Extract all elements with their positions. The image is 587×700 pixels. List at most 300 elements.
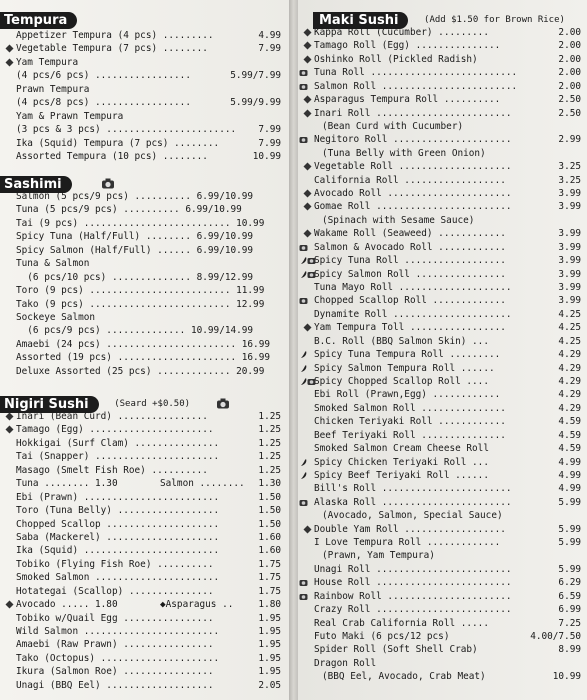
raw-fish-icon xyxy=(299,592,308,601)
item-name: Deluxe Assorted (25 pcs) ............. 20.99 xyxy=(16,365,265,377)
item-name: Smoked Salmon Roll ............... xyxy=(314,402,506,414)
item-name: (4 pcs/6 pcs) ................. xyxy=(16,70,191,82)
vegetarian-diamond-icon xyxy=(303,189,312,198)
item-name: I Love Tempura Roll ............. xyxy=(314,537,501,549)
item-price: 2.00 xyxy=(558,27,581,38)
item-name: Crazy Roll ........................ xyxy=(314,604,512,616)
item-name: (Tuna Belly with Green Onion) xyxy=(322,147,486,159)
item-price: 4.59 xyxy=(558,429,581,441)
item-name: Kappa Roll (Cucumber) ......... xyxy=(314,27,489,38)
item-price: 10.99 xyxy=(552,671,581,683)
menu-item xyxy=(298,93,587,106)
cam-icon-group xyxy=(298,294,314,307)
item-price: 2.00 xyxy=(558,53,581,65)
no-icon xyxy=(0,518,16,531)
item-name: Amaebi (24 pcs) ....................... 16.99 xyxy=(16,338,270,350)
menu-item xyxy=(298,200,587,213)
item-price: 4.29 xyxy=(558,362,581,374)
menu-item xyxy=(0,244,289,257)
menu-item xyxy=(298,160,587,173)
no-icon xyxy=(298,415,314,428)
no-icon xyxy=(298,429,314,442)
menu-item xyxy=(0,150,289,163)
menu-item xyxy=(0,518,289,531)
item-price: 7.99 xyxy=(258,43,281,55)
diamond-icon-group xyxy=(0,42,16,55)
sashimi-section xyxy=(0,173,289,378)
no-icon xyxy=(0,464,16,477)
item-name: Spicy Tuna Roll .................. xyxy=(314,255,506,267)
item-price: 5.99 xyxy=(558,523,581,535)
item-name: (Avocado, Salmon, Special Sauce) xyxy=(322,510,503,522)
no-icon xyxy=(0,437,16,450)
no-icon xyxy=(0,83,16,96)
menu-item xyxy=(298,335,587,348)
menu-item xyxy=(0,324,289,337)
item-name: Hokkigai (Surf Clam) ............... xyxy=(16,437,220,449)
menu-item xyxy=(298,294,587,307)
item-price: 4.99 xyxy=(558,483,581,495)
vegetarian-diamond-icon xyxy=(303,109,312,118)
cam-icon-group xyxy=(298,590,314,603)
no-icon xyxy=(0,638,16,651)
camera-icon xyxy=(101,178,115,189)
menu-item xyxy=(298,308,587,321)
menu-item xyxy=(298,147,587,160)
no-icon xyxy=(298,563,314,576)
menu-item xyxy=(298,268,587,281)
item-name: Assorted Tempura (10 pcs) ........ xyxy=(16,150,208,162)
item-name: Tamago (Egg) ...................... xyxy=(16,424,214,436)
menu-item xyxy=(298,456,587,469)
item-name: Tai (Snapper) ...................... xyxy=(16,451,220,463)
item-price: 2.50 xyxy=(558,107,581,119)
diamond-icon-group xyxy=(298,160,314,173)
item-name: (BBQ Eel, Avocado, Crab Meat) xyxy=(322,671,486,683)
item-price: 1.95 xyxy=(258,626,281,637)
item-price: 1.95 xyxy=(258,652,281,664)
menu-item xyxy=(298,482,587,495)
menu-item xyxy=(0,42,289,55)
menu-item xyxy=(0,284,289,297)
item-price: 1.25 xyxy=(258,424,281,436)
no-icon xyxy=(298,174,314,187)
menu-item xyxy=(0,29,289,42)
menu-item xyxy=(0,311,289,324)
item-name: Alaska Roll ....................... xyxy=(314,496,512,508)
menu-item xyxy=(0,585,289,598)
item-price: 8.99 xyxy=(558,644,581,656)
no-icon xyxy=(0,625,16,638)
menu-item xyxy=(298,26,587,39)
item-name: Chicken Teriyaki Roll ............ xyxy=(314,416,506,428)
item-price: 1.25 xyxy=(258,437,281,449)
menu-item xyxy=(0,531,289,544)
cam-icon-group xyxy=(298,80,314,93)
menu-item xyxy=(298,227,587,240)
menu-item xyxy=(0,96,289,109)
item-name: Spicy Beef Teriyaki Roll ...... xyxy=(314,469,489,481)
item-name: Yam Tempura Toll ................. xyxy=(314,322,506,334)
item-price: 4.25 xyxy=(558,322,581,334)
item-price: 3.99 xyxy=(558,255,581,267)
nigiri-section xyxy=(0,393,289,692)
item-name: Avocado ..... 1.80 xyxy=(16,599,118,611)
menu-item xyxy=(0,56,289,69)
menu-item xyxy=(298,670,587,683)
item-name: (3 pcs & 3 pcs) ....................... xyxy=(16,124,237,136)
item-name: Tobiko (Flying Fish Roe) .......... xyxy=(16,558,214,570)
item-name-secondary: ◆Asparagus .. xyxy=(160,599,234,611)
item-name: (Bean Curd with Cucumber) xyxy=(322,120,464,132)
raw-fish-icon xyxy=(299,68,308,77)
diamond-icon-group xyxy=(298,107,314,120)
menu-item xyxy=(298,321,587,334)
menu-item xyxy=(0,665,289,678)
item-price: 3.99 xyxy=(558,268,581,280)
menu-item xyxy=(298,174,587,187)
menu-item xyxy=(0,625,289,638)
item-name: Tamago Roll (Egg) ............... xyxy=(314,40,501,52)
menu-item xyxy=(298,603,587,616)
no-icon xyxy=(298,335,314,348)
menu-item xyxy=(298,402,587,415)
item-name: (4 pcs/8 pcs) ................. xyxy=(16,97,191,109)
diamond-icon-group xyxy=(298,93,314,106)
item-price: 7.25 xyxy=(558,617,581,629)
item-name: Wild Salmon ........................ xyxy=(16,626,220,637)
no-icon xyxy=(0,652,16,665)
vegetarian-diamond-icon xyxy=(303,41,312,50)
item-name: (6 pcs/9 pcs) .............. 10.99/14.99 xyxy=(16,325,254,337)
no-icon xyxy=(298,603,314,616)
cam-icon-group xyxy=(298,133,314,146)
vegetarian-diamond-icon xyxy=(303,202,312,211)
no-icon xyxy=(0,137,16,150)
item-price: 4.29 xyxy=(558,375,581,387)
item-name: Hotategai (Scallop) ............... xyxy=(16,585,214,597)
item-price: 2.50 xyxy=(558,94,581,106)
chili-icon-group xyxy=(298,456,314,469)
item-name: B.C. Roll (BBQ Salmon Skin) ... xyxy=(314,335,489,347)
item-price: 5.99/7.99 xyxy=(230,70,281,82)
item-price: 7.99 xyxy=(258,137,281,149)
item-name: Unagi Roll ........................ xyxy=(314,563,512,575)
no-icon xyxy=(298,482,314,495)
diamond-icon-group xyxy=(0,56,16,69)
item-price: 1.95 xyxy=(258,639,281,651)
sashimi-list xyxy=(0,190,289,378)
item-name: Tuna Roll .......................... xyxy=(314,67,518,79)
menu-item xyxy=(0,203,289,216)
menu-item xyxy=(298,133,587,146)
diamond-icon-group xyxy=(298,200,314,213)
menu-item xyxy=(298,66,587,79)
menu-item xyxy=(298,241,587,254)
no-icon xyxy=(0,665,16,678)
menu-item xyxy=(298,214,587,227)
item-name: Spicy Chicken Teriyaki Roll ... xyxy=(314,456,489,468)
item-name: Salmon & Avocado Roll ............ xyxy=(314,241,506,253)
item-name: Tako (9 pcs) ......................... 12.99 xyxy=(16,298,265,310)
menu-item xyxy=(298,549,587,562)
menu-item xyxy=(298,120,587,133)
raw-fish-icon xyxy=(299,498,308,507)
cam-icon-group xyxy=(298,66,314,79)
menu-item xyxy=(0,83,289,96)
tempura-list xyxy=(0,29,289,163)
spicy-chili-icon xyxy=(299,364,308,373)
item-name: Ebi (Prawn) ........................ xyxy=(16,491,220,503)
spicy-chili-icon xyxy=(299,458,308,467)
item-name: Gomae Roll ........................ xyxy=(314,201,512,213)
no-icon xyxy=(298,617,314,630)
item-price: 6.29 xyxy=(558,577,581,589)
item-name: Spicy Tuna (Half/Full) ........ 6.99/10.99 xyxy=(16,231,254,243)
item-name: (Spinach with Sesame Sauce) xyxy=(322,214,475,226)
item-price: 3.99 xyxy=(558,282,581,294)
menu-item xyxy=(0,423,289,436)
menu-item xyxy=(0,230,289,243)
no-icon xyxy=(0,544,16,557)
item-name: Salmon (5 pcs/9 pcs) .......... 6.99/10.99 xyxy=(16,191,254,202)
item-price: 1.30 xyxy=(258,478,281,490)
cam-icon-group xyxy=(298,241,314,254)
no-icon xyxy=(298,308,314,321)
item-name: Bill's Roll ....................... xyxy=(314,483,512,495)
maki-list xyxy=(298,26,587,684)
item-name: Spicy Chopped Scallop Roll .... xyxy=(314,375,489,387)
no-icon xyxy=(0,69,16,82)
no-icon xyxy=(0,531,16,544)
no-icon xyxy=(0,504,16,517)
item-name: Unagi (BBQ Eel) ................... xyxy=(16,679,214,691)
item-price: 5.99 xyxy=(558,563,581,575)
raw-fish-icon xyxy=(299,296,308,305)
menu-item xyxy=(0,571,289,584)
menu-item xyxy=(0,190,289,203)
item-price: 2.00 xyxy=(558,80,581,92)
maki-note: (Add $1.50 for Brown Rice) xyxy=(424,14,565,25)
item-name: Tako (Octopus) ..................... xyxy=(16,652,220,664)
menu-item xyxy=(298,536,587,549)
menu-item xyxy=(298,563,587,576)
item-price: 4.99 xyxy=(558,469,581,481)
no-icon xyxy=(0,96,16,109)
vegetarian-diamond-icon xyxy=(5,44,14,53)
spicy-chili-icon xyxy=(299,350,308,359)
no-icon xyxy=(298,657,314,670)
no-icon xyxy=(0,491,16,504)
camera-icon xyxy=(216,398,230,409)
menu-item xyxy=(298,254,587,267)
item-price: 1.60 xyxy=(258,545,281,557)
vegetarian-diamond-icon xyxy=(303,323,312,332)
chili-cam-icon-group xyxy=(298,375,314,388)
item-price: 1.75 xyxy=(258,585,281,597)
no-icon xyxy=(298,536,314,549)
item-price: 4.00/7.50 xyxy=(530,630,581,642)
maki-header: Maki Sushi xyxy=(313,12,408,29)
menu-item xyxy=(0,679,289,692)
page-gutter xyxy=(289,0,298,700)
no-icon xyxy=(298,214,314,227)
vegetarian-diamond-icon xyxy=(303,525,312,534)
item-price: 1.60 xyxy=(258,531,281,543)
item-price: 1.95 xyxy=(258,612,281,624)
item-name: Sockeye Salmon xyxy=(16,311,96,323)
item-name: Negitoro Roll ..................... xyxy=(314,134,512,146)
menu-item xyxy=(298,388,587,401)
item-price: 3.99 xyxy=(558,201,581,213)
no-icon xyxy=(0,123,16,136)
no-icon xyxy=(0,571,16,584)
menu-item xyxy=(0,464,289,477)
item-name: Chopped Scallop Roll ............. xyxy=(314,295,506,307)
item-name: Beef Teriyaki Roll ............... xyxy=(314,429,506,441)
raw-fish-icon xyxy=(299,82,308,91)
item-name: Appetizer Tempura (4 pcs) ......... xyxy=(16,30,214,41)
vegetarian-diamond-icon xyxy=(303,28,312,37)
item-price: 2.00 xyxy=(558,40,581,52)
raw-fish-icon xyxy=(299,135,308,144)
no-icon xyxy=(298,402,314,415)
menu-item xyxy=(0,544,289,557)
no-icon xyxy=(298,281,314,294)
cam-icon-group xyxy=(298,496,314,509)
diamond-icon-group xyxy=(298,26,314,39)
vegetarian-diamond-icon xyxy=(303,95,312,104)
item-price: 1.25 xyxy=(258,464,281,476)
item-name: Vegetable Roll .................... xyxy=(314,161,512,173)
maki-section xyxy=(298,9,587,684)
vegetarian-diamond-icon xyxy=(303,55,312,64)
menu-item xyxy=(0,612,289,625)
item-price: 3.99 xyxy=(558,241,581,253)
no-icon xyxy=(298,509,314,522)
no-icon xyxy=(0,585,16,598)
item-price: 7.99 xyxy=(258,124,281,136)
menu-item xyxy=(0,437,289,450)
item-name: Tuna ........ 1.30 xyxy=(16,478,118,490)
vegetarian-diamond-icon xyxy=(5,412,14,421)
item-name: Rainbow Roll ...................... xyxy=(314,590,512,602)
item-name: Yam & Prawn Tempura xyxy=(16,110,124,122)
menu-item xyxy=(298,375,587,388)
diamond-icon-group xyxy=(298,523,314,536)
menu-item xyxy=(0,257,289,270)
item-name: Chopped Scallop .................... xyxy=(16,518,220,530)
item-name: Spicy Salmon (Half/Full) ...... 6.99/10.99 xyxy=(16,244,254,256)
item-price: 10.99 xyxy=(252,150,281,162)
no-icon xyxy=(298,147,314,160)
item-name: Ika (Squid) ........................ xyxy=(16,545,220,557)
item-name: Prawn Tempura xyxy=(16,83,90,95)
item-price: 4.99 xyxy=(558,456,581,468)
nigiri-list xyxy=(0,410,289,692)
item-name: Yam Tempura xyxy=(16,56,79,68)
item-price: 3.25 xyxy=(558,174,581,186)
nigiri-note: (Seard +$0.50) xyxy=(114,398,191,409)
item-name: Saba (Mackerel) .................... xyxy=(16,531,220,543)
item-price: 4.25 xyxy=(558,308,581,320)
nigiri-header: Nigiri Sushi xyxy=(0,396,99,413)
menu-item xyxy=(298,80,587,93)
item-name: Futo Maki (6 pcs/12 pcs) xyxy=(314,630,450,642)
item-price: 3.99 xyxy=(558,188,581,200)
item-price: 4.59 xyxy=(558,443,581,455)
item-name: House Roll ........................ xyxy=(314,577,512,589)
vegetarian-diamond-icon xyxy=(5,600,14,609)
item-name: Tuna (5 pcs/9 pcs) .......... 6.99/10.99 xyxy=(16,204,242,216)
menu-item xyxy=(298,643,587,656)
item-name: Ikura (Salmon Roe) ................ xyxy=(16,666,214,678)
menu-item xyxy=(0,652,289,665)
no-icon xyxy=(298,120,314,133)
menu-item xyxy=(298,429,587,442)
item-name: Salmon Roll ........................ xyxy=(314,80,518,92)
item-price: 2.00 xyxy=(558,67,581,79)
diamond-icon-group xyxy=(0,598,16,611)
item-price: 5.99 xyxy=(558,496,581,508)
menu-item xyxy=(0,123,289,136)
item-name: Spicy Salmon Roll ................ xyxy=(314,268,506,280)
item-name-secondary: Salmon ........ xyxy=(160,478,245,490)
menu-item xyxy=(298,187,587,200)
menu-item xyxy=(298,348,587,361)
raw-fish-icon xyxy=(299,578,308,587)
item-name: Smoked Salmon ...................... xyxy=(16,572,220,584)
item-price: 5.99 xyxy=(558,537,581,549)
menu-item xyxy=(298,415,587,428)
item-name: Oshinko Roll (Pickled Radish) xyxy=(314,53,478,65)
item-price: 1.75 xyxy=(258,572,281,584)
menu-item xyxy=(0,477,289,490)
item-name: Ebi Roll (Prawn,Egg) ............ xyxy=(314,389,501,401)
item-name: Tuna & Salmon xyxy=(16,258,90,270)
chili-icon-group xyxy=(298,348,314,361)
item-price: 4.59 xyxy=(558,416,581,428)
menu-item xyxy=(0,351,289,364)
menu-item xyxy=(298,107,587,120)
item-name: Vegetable Tempura (7 pcs) ........ xyxy=(16,43,208,55)
no-icon xyxy=(298,388,314,401)
no-icon xyxy=(0,110,16,123)
diamond-icon-group xyxy=(298,39,314,52)
item-name: Dragon Roll xyxy=(314,657,377,669)
item-name: Tai (9 pcs) .......................... 10.99 xyxy=(16,217,265,229)
item-name: Wakame Roll (Seaweed) ............ xyxy=(314,228,506,240)
item-price: 5.99/9.99 xyxy=(230,97,281,109)
diamond-icon-group xyxy=(298,321,314,334)
vegetarian-diamond-icon xyxy=(5,425,14,434)
item-name: California Roll .................. xyxy=(314,174,506,186)
no-icon xyxy=(298,643,314,656)
diamond-icon-group xyxy=(298,227,314,240)
no-icon xyxy=(298,630,314,643)
menu-item xyxy=(298,523,587,536)
item-name: Tobiko w/Quail Egg ................ xyxy=(16,612,214,624)
menu-item xyxy=(298,362,587,375)
item-price: 4.29 xyxy=(558,389,581,401)
menu-item xyxy=(0,365,289,378)
chili-icon-group xyxy=(298,469,314,482)
item-price: 1.95 xyxy=(258,666,281,678)
item-price: 4.29 xyxy=(558,349,581,361)
no-icon xyxy=(0,612,16,625)
item-price: 6.99 xyxy=(558,604,581,616)
vegetarian-diamond-icon xyxy=(303,162,312,171)
